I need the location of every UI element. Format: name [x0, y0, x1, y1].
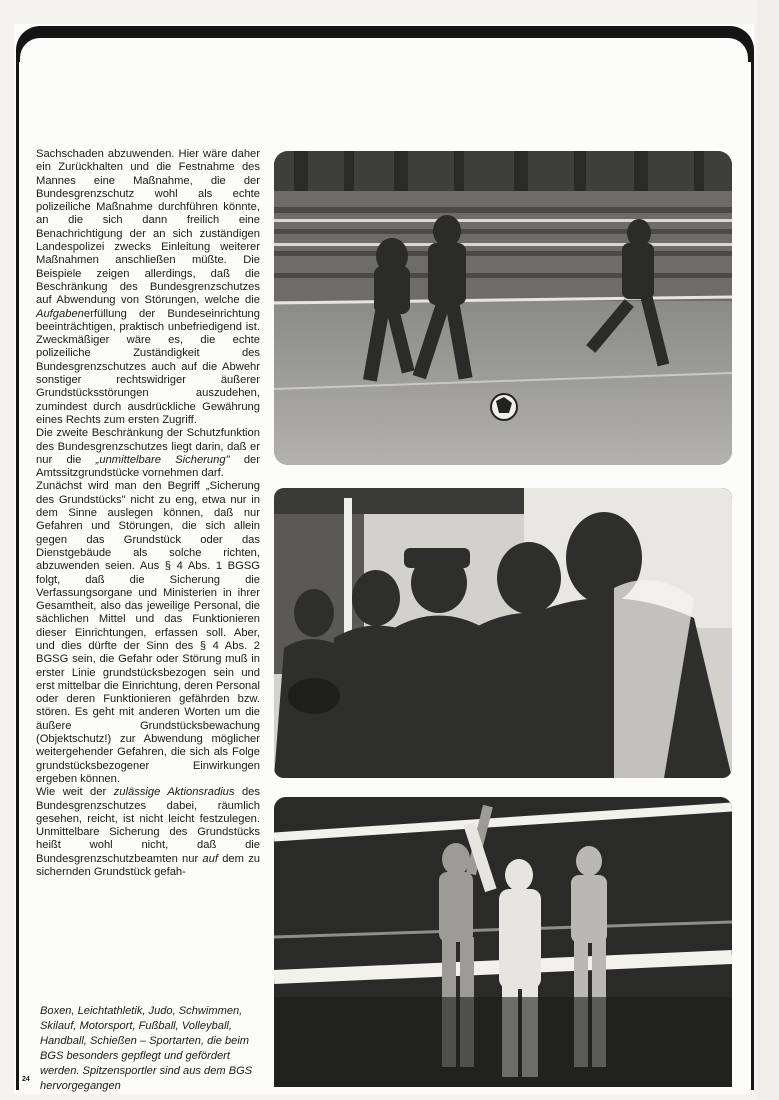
emphasis-text: zulässige Aktionsradius: [113, 786, 235, 799]
photo-caption: Boxen, Leichtathletik, Judo, Schwimmen, Skilauf, Motorsport, Fußball, Volleyball, Handball, Schießen – Sportarten, die beim BGS besonders gepflegt und gefördert werden. Spitzensportler sind aus dem BGS hervorgegangen: [40, 1005, 253, 1092]
paragraph-text: Wie weit der: [36, 786, 114, 799]
paragraph-text: erfüllung der Bundeseinrichtung beeinträchtigen, praktisch unbefriedigend ist. Zweckmäßiger wäre es, die echte polizeiliche Zuständigkeit des Bundesgrenzschutzes auch auf die Abwehr sonstiger rechtswidriger äußerer Grundstücksstörungen auszudehen, zumindest durch ausdrückliche Gewährung eines Rechts zum ersten Zugriff.: [36, 307, 260, 426]
article-paragraph: [36, 480, 260, 786]
scan-edge: [757, 0, 779, 1100]
football-photo: [274, 151, 732, 465]
article-paragraph: [36, 148, 260, 427]
article-paragraph: [36, 427, 260, 480]
boxing-photo: [274, 797, 732, 1087]
paragraph-text: der Amtssitzgrundstücke vornehmen darf.: [36, 453, 260, 480]
emphasis-text: Aufgaben: [36, 307, 84, 320]
page-number: 24: [22, 1076, 30, 1083]
paragraph-text: dem zu sichernden Grundstück gefah-: [36, 852, 261, 879]
article-body: [36, 148, 260, 879]
top-band-inner: [20, 38, 748, 68]
emphasis-text: auf: [202, 852, 218, 865]
paragraph-text: Sachschaden abzuwenden. Hier wäre daher ein Zurückhalten und die Festnahme des Mannes eine Maßnahme, die der Bundesgrenzschutz wohl als echte polizeiliche Maßnahme durchführen könnte, an die sich dann freilich eine Benachrichtigung der an sich zuständigen Landespolizei zwecks Einleitung weiterer Maßnahmen anschließen müßte. Die Beispiele zeigen allerdings, daß die Beschränkung des Bundesgrenzschutzes auf Abwendung von Störungen, welche die: [36, 148, 260, 307]
paragraph-text: Die zweite Beschränkung der Schutzfunktion des Bundesgrenzschutzes liegt darin, daß er nur die: [36, 427, 260, 466]
article-paragraph: [36, 786, 260, 879]
bench-photo: [274, 488, 732, 778]
emphasis-text: „unmittelbare Sicherung": [95, 453, 230, 466]
left-border-rule: [16, 50, 19, 1090]
right-border-rule: [751, 50, 754, 1090]
paragraph-text: des Bundesgrenzschutzes dabei, räumlich gesehen, reicht, ist nicht leicht festzulegen. Unmittelbare Sicherung des Grundstücks heißt wohl nicht, daß die Bundesgrenzschutzbeamten nur: [36, 786, 260, 865]
paragraph-text: Zunächst wird man den Begriff „Sicherung des Grundstücks" nicht zu eng, etwa nur in dem Sinne auslegen können, daß nur Gefahren und Störungen, die sich allein gegen das Grundstück oder das Dienstgebäude als solche richten, abzuwenden seien. Aus § 4 Abs. 1 BGSG folgt, daß die Sicherung die Verfassungsorgane und Ministerien in ihrer Gesamtheit, also das jeweilige Personal, die sächlichen Mittel und das Funktionieren dieser Einrichtungen, erfassen soll. Aber, und dies dürfte der Sinn des § 4 Abs. 2 BGSG sein, die Gefahr oder Störung muß in erster Linie grundstücksbezogen sein und erst mittelbar die Einrichtung, deren Personal oder deren Funktionieren gefährden bzw. stören. Es geht mit anderen Worten um die äußere Grundstücksbewachung (Objektschutz!) zur Abwendung möglicher weitergehender Gefahren, die sich als Folge grundstücksbezogener Einwirkungen ergeben können.: [36, 480, 260, 785]
